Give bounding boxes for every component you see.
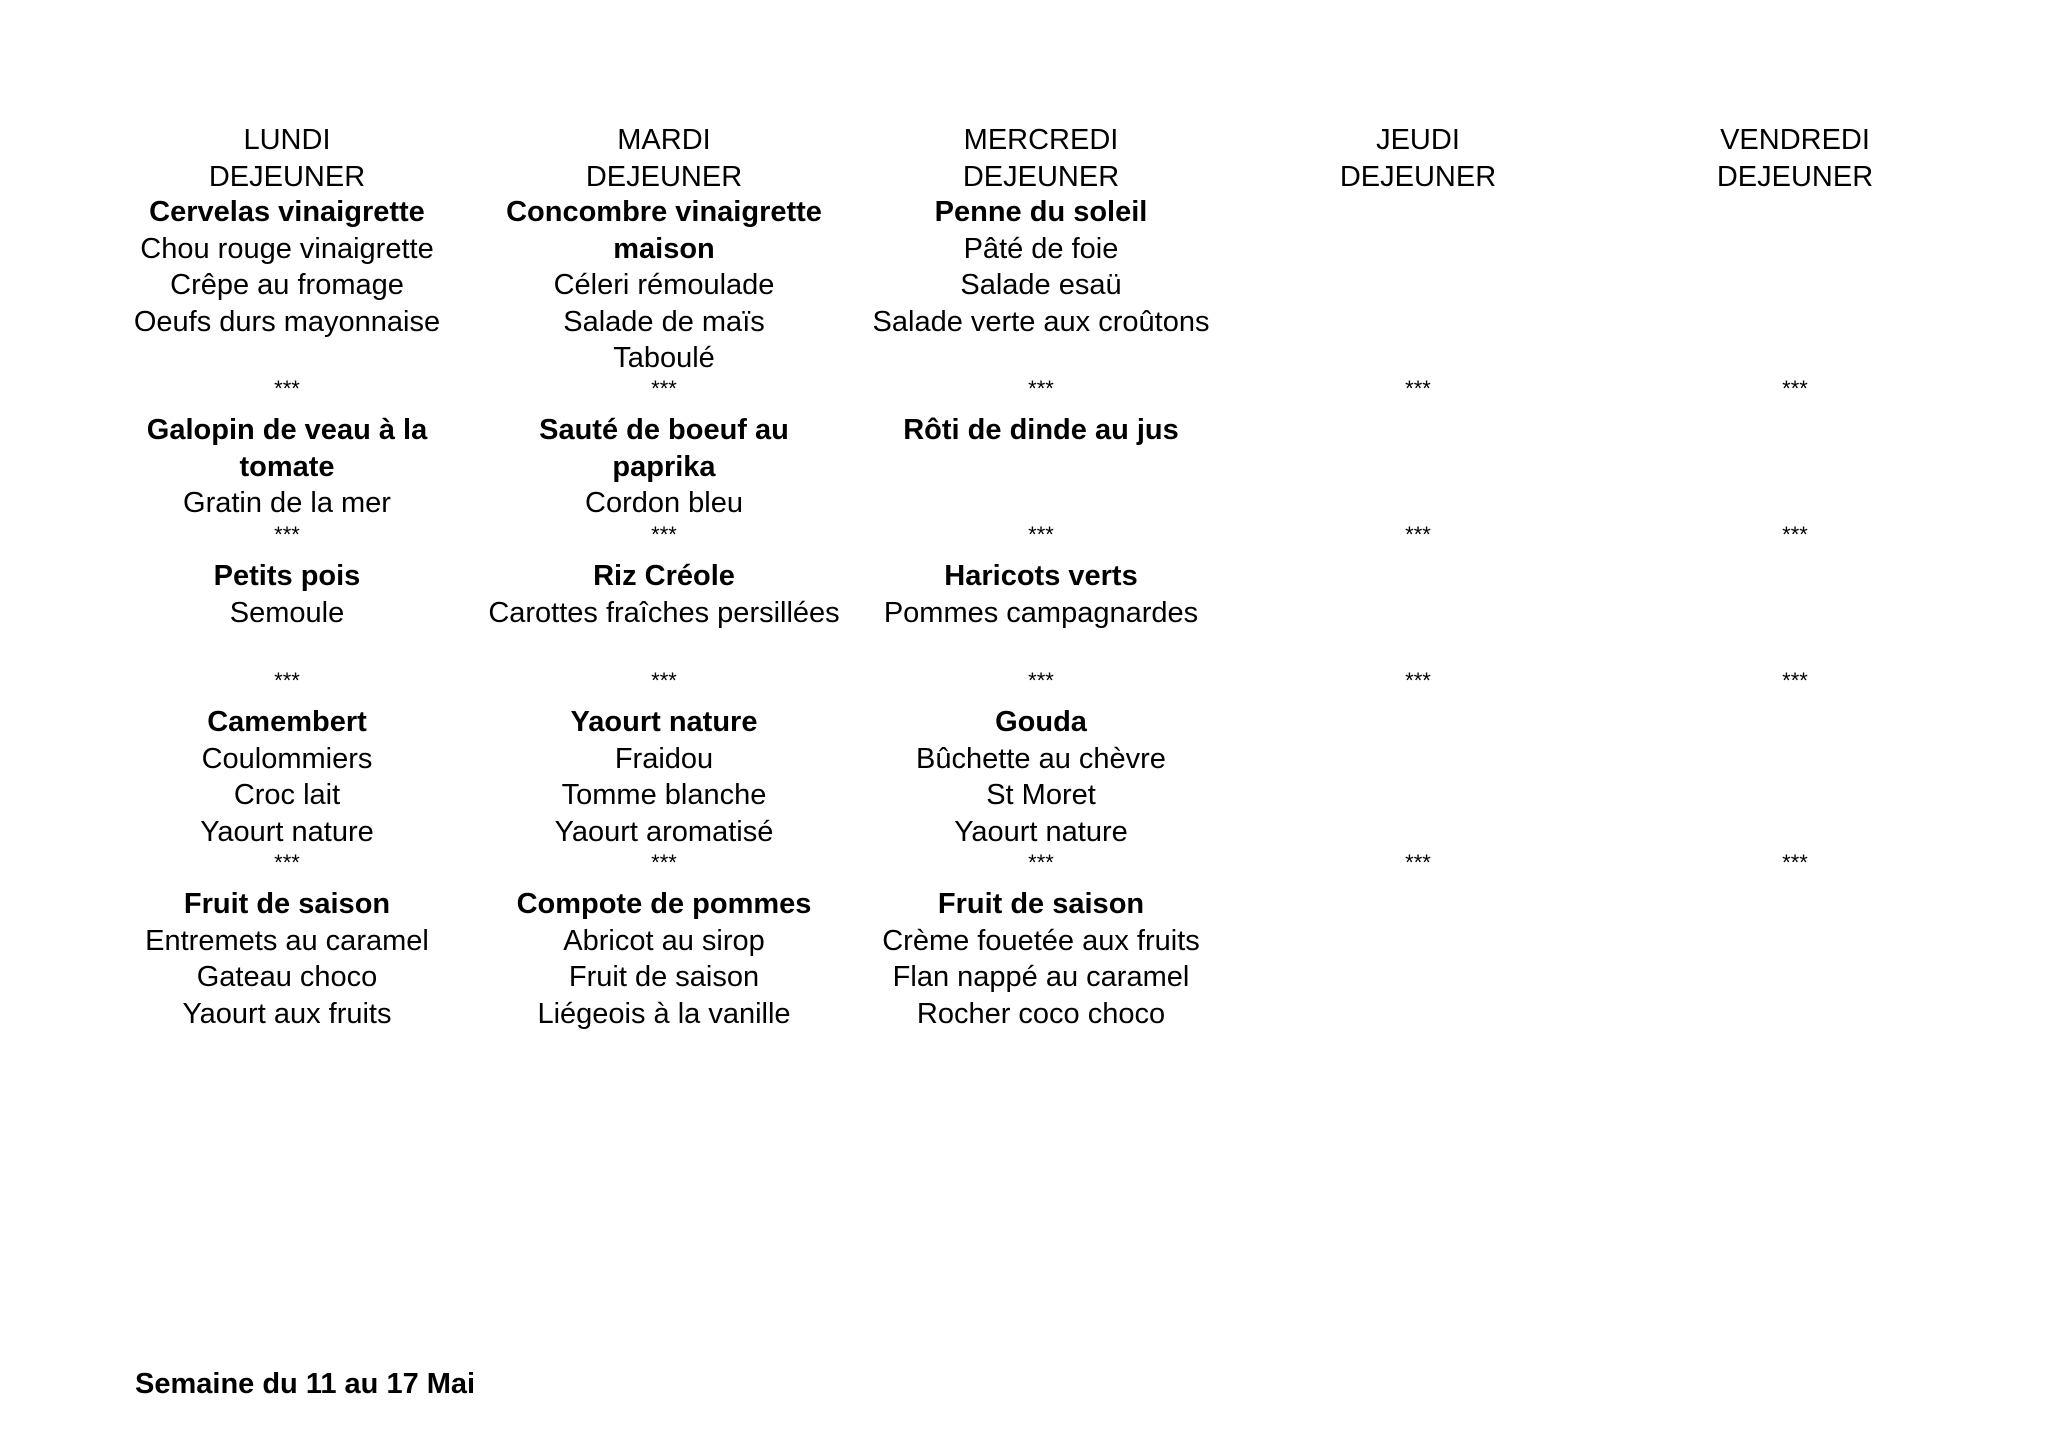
day-header xyxy=(1228,122,1608,195)
alternative-dish: St Moret xyxy=(986,779,1096,811)
alternative-dish: Crème fouetée aux fruits xyxy=(882,924,1200,957)
course-separator: *** xyxy=(1405,850,1431,875)
main-dish: Petits pois xyxy=(213,560,361,592)
desserts-section xyxy=(851,886,1231,1032)
alternative-dish: Gratin de la mer xyxy=(183,487,391,519)
main-dish: Galopin de veau à la tomate xyxy=(146,414,428,483)
desserts-section xyxy=(97,886,477,1032)
alternative-dish: Céleri rémoulade xyxy=(553,269,775,301)
alternative-dish: Cordon bleu xyxy=(585,487,743,519)
alternative-dish: Croc lait xyxy=(233,779,341,811)
course-separator: *** xyxy=(651,850,677,875)
main-dish: Sauté de boeuf au paprika xyxy=(539,414,789,483)
meal-label: DEJEUNER xyxy=(1339,160,1497,193)
course-separator: *** xyxy=(1405,522,1431,547)
alternative-dish: Crêpe au fromage xyxy=(170,269,404,301)
alternative-dish: Rocher coco choco xyxy=(916,997,1166,1030)
main-dish: Gouda xyxy=(995,706,1087,738)
day-header xyxy=(97,122,477,195)
week-label: Semaine du 11 au 17 Mai xyxy=(135,1368,476,1400)
alternative-dish: Pommes campagnardes xyxy=(883,596,1199,629)
mains-section xyxy=(97,412,477,522)
sides-section xyxy=(97,558,477,631)
main-dish: Penne du soleil xyxy=(934,196,1148,228)
main-dish: Riz Créole xyxy=(593,560,735,592)
starters-section xyxy=(97,194,477,340)
course-separator: *** xyxy=(274,522,300,547)
alternative-dish: Yaourt nature xyxy=(954,815,1128,848)
day-column-mercredi xyxy=(851,122,1231,1122)
alternative-dish: Chou rouge vinaigrette xyxy=(140,232,434,265)
main-dish: Fruit de saison xyxy=(937,888,1145,920)
mains-section xyxy=(851,412,1231,449)
meal-label: DEJEUNER xyxy=(208,160,366,193)
main-dish: Camembert xyxy=(207,706,367,738)
desserts-section xyxy=(474,886,854,1032)
dairy-section xyxy=(474,704,854,850)
course-separator: *** xyxy=(651,376,677,401)
course-separator: *** xyxy=(1028,668,1054,693)
main-dish: Yaourt nature xyxy=(570,706,758,738)
alternative-dish: Entremets au caramel xyxy=(145,924,429,957)
course-separator: *** xyxy=(274,668,300,693)
main-dish: Compote de pommes xyxy=(516,888,812,920)
alternative-dish: Yaourt aux fruits xyxy=(182,997,392,1030)
alternative-dish: Coulommiers xyxy=(201,742,373,775)
alternative-dish: Fruit de saison xyxy=(568,961,760,993)
main-dish: Fruit de saison xyxy=(183,888,391,920)
meal-label: DEJEUNER xyxy=(585,160,743,193)
main-dish: Concombre vinaigrette maison xyxy=(506,196,822,265)
sides-section xyxy=(474,558,854,631)
meal-label: DEJEUNER xyxy=(962,160,1120,193)
course-separator: *** xyxy=(1782,522,1808,547)
course-separator: *** xyxy=(274,376,300,401)
meal-label: DEJEUNER xyxy=(1716,160,1874,193)
day-name: LUNDI xyxy=(243,124,331,156)
course-separator: *** xyxy=(1782,376,1808,401)
alternative-dish: Salade verte aux croûtons xyxy=(872,305,1210,338)
main-dish: Rôti de dinde au jus xyxy=(903,414,1179,446)
dairy-section xyxy=(851,704,1231,850)
alternative-dish: Taboulé xyxy=(613,342,715,374)
main-dish: Cervelas vinaigrette xyxy=(149,196,425,228)
main-dish: Haricots verts xyxy=(944,560,1138,592)
day-name: JEUDI xyxy=(1376,124,1460,156)
day-header xyxy=(1605,122,1985,195)
alternative-dish: Semoule xyxy=(229,596,345,629)
alternative-dish: Carottes fraîches persillées xyxy=(488,596,840,629)
course-separator: *** xyxy=(1782,668,1808,693)
day-name: MARDI xyxy=(617,124,711,156)
alternative-dish: Fraidou xyxy=(614,742,714,775)
sides-section xyxy=(851,558,1231,631)
alternative-dish: Yaourt nature xyxy=(200,815,374,848)
course-separator: *** xyxy=(274,850,300,875)
day-name: VENDREDI xyxy=(1720,124,1870,156)
day-column-lundi xyxy=(97,122,477,1122)
course-separator: *** xyxy=(651,522,677,547)
alternative-dish: Salade esaü xyxy=(960,269,1122,301)
alternative-dish: Yaourt aromatisé xyxy=(554,815,774,848)
alternative-dish: Salade de maïs xyxy=(563,305,765,338)
alternative-dish: Oeufs durs mayonnaise xyxy=(133,305,441,338)
alternative-dish: Bûchette au chèvre xyxy=(916,742,1166,775)
day-column-jeudi xyxy=(1228,122,1608,1122)
course-separator: *** xyxy=(1028,850,1054,875)
day-column-vendredi xyxy=(1605,122,1985,1122)
day-header xyxy=(474,122,854,195)
course-separator: *** xyxy=(1028,376,1054,401)
day-header xyxy=(851,122,1231,195)
alternative-dish: Gateau choco xyxy=(196,961,378,993)
alternative-dish: Tomme blanche xyxy=(561,779,767,811)
alternative-dish: Flan nappé au caramel xyxy=(892,961,1190,993)
starters-section xyxy=(851,194,1231,340)
course-separator: *** xyxy=(1782,850,1808,875)
dairy-section xyxy=(97,704,477,850)
mains-section xyxy=(474,412,854,522)
alternative-dish: Liégeois à la vanille xyxy=(537,997,791,1030)
starters-section xyxy=(474,194,854,377)
day-name: MERCREDI xyxy=(963,124,1119,156)
alternative-dish: Pâté de foie xyxy=(963,232,1119,265)
course-separator: *** xyxy=(1405,376,1431,401)
course-separator: *** xyxy=(1405,668,1431,693)
course-separator: *** xyxy=(651,668,677,693)
course-separator: *** xyxy=(1028,522,1054,547)
day-column-mardi xyxy=(474,122,854,1122)
alternative-dish: Abricot au sirop xyxy=(563,924,765,957)
